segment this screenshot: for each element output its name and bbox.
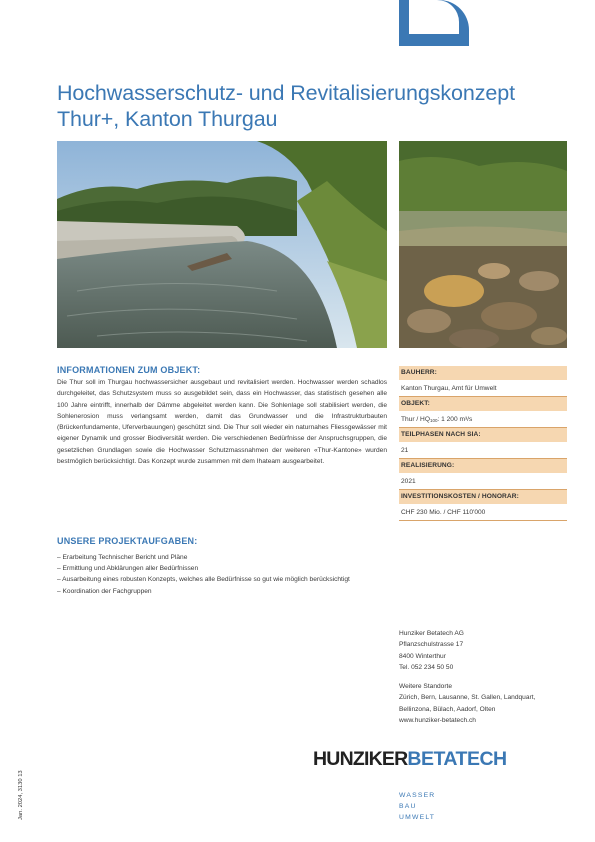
- objekt-value-sub: 100: [429, 418, 438, 423]
- company-website: www.hunziker-betatech.ch: [399, 717, 476, 725]
- company-name: Hunziker Betatech AG: [399, 630, 464, 637]
- project-facts: [399, 366, 567, 521]
- company-city: 8400 Winterthur: [399, 652, 446, 660]
- teilphasen-value: 21: [399, 442, 567, 459]
- tagline-1: WASSER: [399, 792, 436, 799]
- objekt-value-post: : 1 200 m³/s: [437, 416, 473, 423]
- locations-line-2: Bellinzona, Bülach, Aadorf, Olten: [399, 705, 496, 713]
- bauherr-label: BAUHERR:: [399, 366, 567, 380]
- objekt-value: [399, 411, 567, 428]
- info-text: Die Thur soll im Thurgau hochwassersicher ausgebaut und revitalisiert werden. Hochwasser werden schadlos durchgeleitet, das Schutzsystem muss so ausgebildet sein, dass ein Hochwasser, das statistisch gesehen alle 100 Jahre eintrifft, innerhalb der Dämme abgeleitet werden kann. Die Sohlenlage soll stabilisiert werden, die Sohlenerosion muss verlangsamt werden, damit das Grundwasser und die Infrastrukturbauten (Brückenfundamente, Uferverbauungen) geschützt sind. Die Thur soll wieder ein naturnahes Fliessgewässer mit eigener Dynamik und grosser Biodiversität werden. Die verschiedenen Bedürfnisse der Anspruchsgruppen, die gesetzlichen Grundlagen sowie die Hochwasser Schutzmassnahmen der weiteren «Thur-Kantone» wurden bestmöglich berücksichtigt. Das Konzept wurde zusammen mit dem Ihateam ausgearbeitet.: [57, 379, 387, 465]
- locations-label: Weitere Standorte: [399, 683, 453, 691]
- logo-mark-icon: [399, 0, 469, 46]
- list-item: – Ausarbeitung eines robusten Konzepts, welches alle Bedürfnisse so gut wie möglich berücksichtigt: [57, 576, 350, 584]
- company-phone: Tel. 052 234 50 50: [399, 663, 454, 671]
- tasks-heading: UNSERE PROJEKTAUFGABEN:: [57, 536, 198, 546]
- realisierung-value: 2021: [399, 473, 567, 490]
- kosten-label: INVESTITIONSKOSTEN / HONORAR:: [399, 490, 567, 504]
- locations-line-1: Zürich, Bern, Lausanne, St. Gallen, Landquart,: [399, 694, 536, 702]
- page-title: [57, 80, 557, 132]
- riverbed-stones-photo: [399, 141, 567, 348]
- brand-logo: [313, 747, 507, 771]
- brand-part-2: BETATECH: [407, 747, 507, 770]
- objekt-value-pre: Thur / HQ: [401, 416, 430, 423]
- list-item: – Erarbeitung Technischer Bericht und Pläne: [57, 554, 188, 561]
- title-line-1: Hochwasserschutz- und Revitalisierungskonzept: [57, 81, 515, 105]
- document-date: Jan. 2024, 3130 13: [18, 770, 24, 820]
- info-heading: INFORMATIONEN ZUM OBJEKT:: [57, 365, 201, 375]
- river-landscape-photo: [57, 141, 387, 348]
- company-street: Pflanzschulstrasse 17: [399, 641, 464, 649]
- title-line-2: Thur+, Kanton Thurgau: [57, 107, 278, 131]
- tagline-3: UMWELT: [399, 814, 436, 821]
- teilphasen-label: TEILPHASEN NACH SIA:: [399, 428, 567, 442]
- bauherr-value: Kanton Thurgau, Amt für Umwelt: [399, 380, 567, 397]
- realisierung-label: REALISIERUNG:: [399, 459, 567, 473]
- brand-part-1: HUNZIKER: [313, 747, 408, 770]
- list-item: – Ermittlung und Abklärungen aller Bedürfnissen: [57, 565, 199, 573]
- kosten-value: CHF 230 Mio. / CHF 110'000: [399, 504, 567, 521]
- task-list: [57, 552, 387, 597]
- objekt-label: OBJEKT:: [399, 397, 567, 411]
- list-item: – Koordination der Fachgruppen: [57, 587, 152, 595]
- company-contact: [399, 628, 567, 726]
- tagline-2: BAU: [399, 803, 417, 810]
- brand-tagline: [399, 790, 435, 823]
